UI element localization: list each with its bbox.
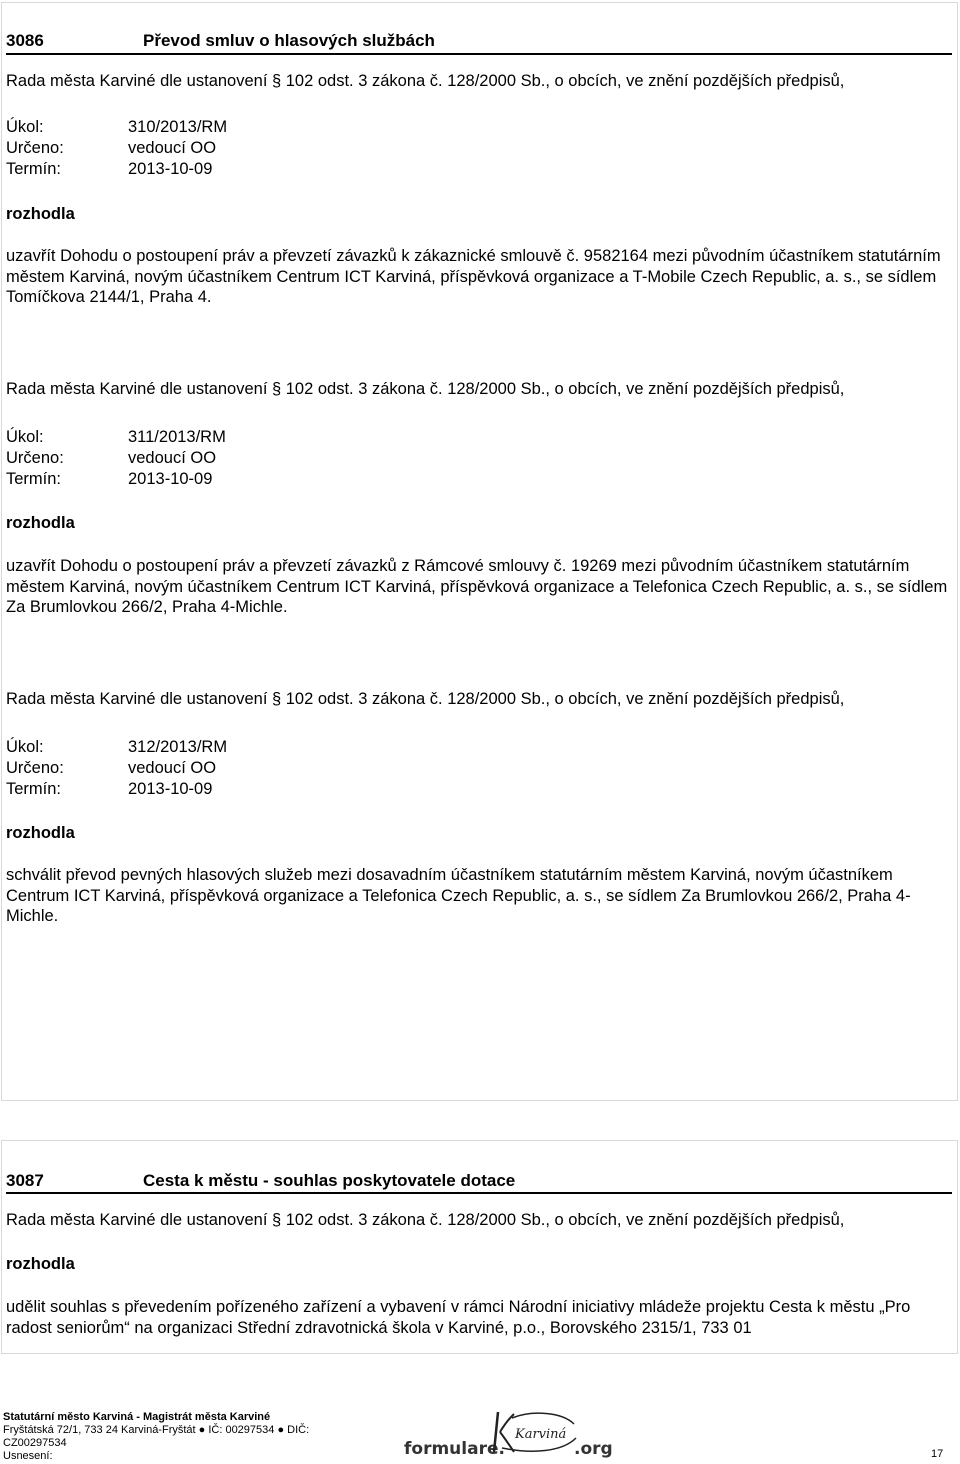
task-label: Úkol: <box>6 738 44 756</box>
header-divider <box>6 53 952 55</box>
decided-label: rozhodla <box>6 514 75 532</box>
page-number: 17 <box>931 1448 944 1460</box>
task-label: Úkol: <box>6 428 44 446</box>
assigned-label: Určeno: <box>6 759 64 777</box>
task-value: 310/2013/RM <box>128 118 228 136</box>
resolution-number: 3086 <box>6 31 44 50</box>
task-value: 311/2013/RM <box>128 428 226 446</box>
resolution-title: Převod smluv o hlasových službách <box>143 31 435 50</box>
formulare-karvina-logo <box>402 1404 614 1462</box>
assigned-label: Určeno: <box>6 139 64 157</box>
logo-script-text: Karviná <box>515 1427 567 1442</box>
deadline-label: Termín: <box>6 470 62 488</box>
deadline-value: 2013-10-09 <box>128 780 213 798</box>
logo-text-right: .org <box>574 1439 613 1459</box>
assigned-value: vedoucí OO <box>128 139 217 157</box>
footer-address: Fryštátská 72/1, 733 24 Karviná-Fryštát ● IČ: 00297534 ● DIČ: <box>3 1424 310 1436</box>
decision-text: uzavřít Dohodu o postoupení práv a převzetí závazků k zákaznické smlouvě č. 9582164 mezi původním účastníkem statutárním městem Karviná, novým účastníkem Centrum ICT Karviná, příspěvková organizace a T-Mobile Czech Republic, a. s., se sídlem Tomíčkova 2144/1, Praha 4. <box>6 247 941 306</box>
resolution-number: 3087 <box>6 1171 44 1190</box>
task-value: 312/2013/RM <box>128 738 228 756</box>
deadline-label: Termín: <box>6 780 62 798</box>
logo-text-left: formulare. <box>404 1439 505 1459</box>
legal-basis-text: Rada města Karviné dle ustanovení § 102 odst. 3 zákona č. 128/2000 Sb., o obcích, ve znění pozdějších předpisů, <box>6 690 845 708</box>
footer-resolution-label: Usnesení: <box>3 1450 53 1462</box>
logo-emblem <box>494 1412 576 1452</box>
assigned-value: vedoucí OO <box>128 759 217 777</box>
assigned-label: Určeno: <box>6 449 64 467</box>
decision-text: udělit souhlas s převedením pořízeného zařízení a vybavení v rámci Národní iniciativy mládeže projektu Cesta k městu „Pro radost seniorům“ na organizaci Střední zdravotnická škola v Karviné, p.o., Borovského 2315/1, 733 01 <box>6 1298 911 1337</box>
footer-dic: CZ00297534 <box>3 1437 67 1449</box>
decision-text: uzavřít Dohodu o postoupení práv a převzetí závazků z Rámcové smlouvy č. 19269 mezi původním účastníkem statutárním městem Karviná, novým účastníkem Centrum ICT Karviná, příspěvková organizace a Telefonica Czech Republic, a. s., se sídlem Za Brumlovkou 266/2, Praha 4-Michle. <box>6 557 948 616</box>
resolution-title: Cesta k městu - souhlas poskytovatele dotace <box>143 1171 516 1190</box>
deadline-label: Termín: <box>6 160 62 178</box>
footer-organization: Statutární město Karviná - Magistrát města Karviné <box>3 1411 271 1423</box>
legal-basis-text: Rada města Karviné dle ustanovení § 102 odst. 3 zákona č. 128/2000 Sb., o obcích, ve znění pozdějších předpisů, <box>6 72 845 90</box>
deadline-value: 2013-10-09 <box>128 470 213 488</box>
task-label: Úkol: <box>6 118 44 136</box>
deadline-value: 2013-10-09 <box>128 160 213 178</box>
legal-basis-text: Rada města Karviné dle ustanovení § 102 odst. 3 zákona č. 128/2000 Sb., o obcích, ve znění pozdějších předpisů, <box>6 1211 845 1229</box>
decided-label: rozhodla <box>6 205 75 223</box>
legal-basis-text: Rada města Karviné dle ustanovení § 102 odst. 3 zákona č. 128/2000 Sb., o obcích, ve znění pozdějších předpisů, <box>6 380 845 398</box>
header-divider <box>6 1192 952 1194</box>
assigned-value: vedoucí OO <box>128 449 217 467</box>
decided-label: rozhodla <box>6 824 75 842</box>
decision-text: schválit převod pevných hlasových služeb mezi dosavadním účastníkem statutárním městem Karviná, novým účastníkem Centrum ICT Karviná, příspěvková organizace a Telefonica Czech Republic, a. s., se sídlem Za Brumlovkou 266/2, Praha 4-Michle. <box>6 866 911 925</box>
decided-label: rozhodla <box>6 1255 75 1273</box>
